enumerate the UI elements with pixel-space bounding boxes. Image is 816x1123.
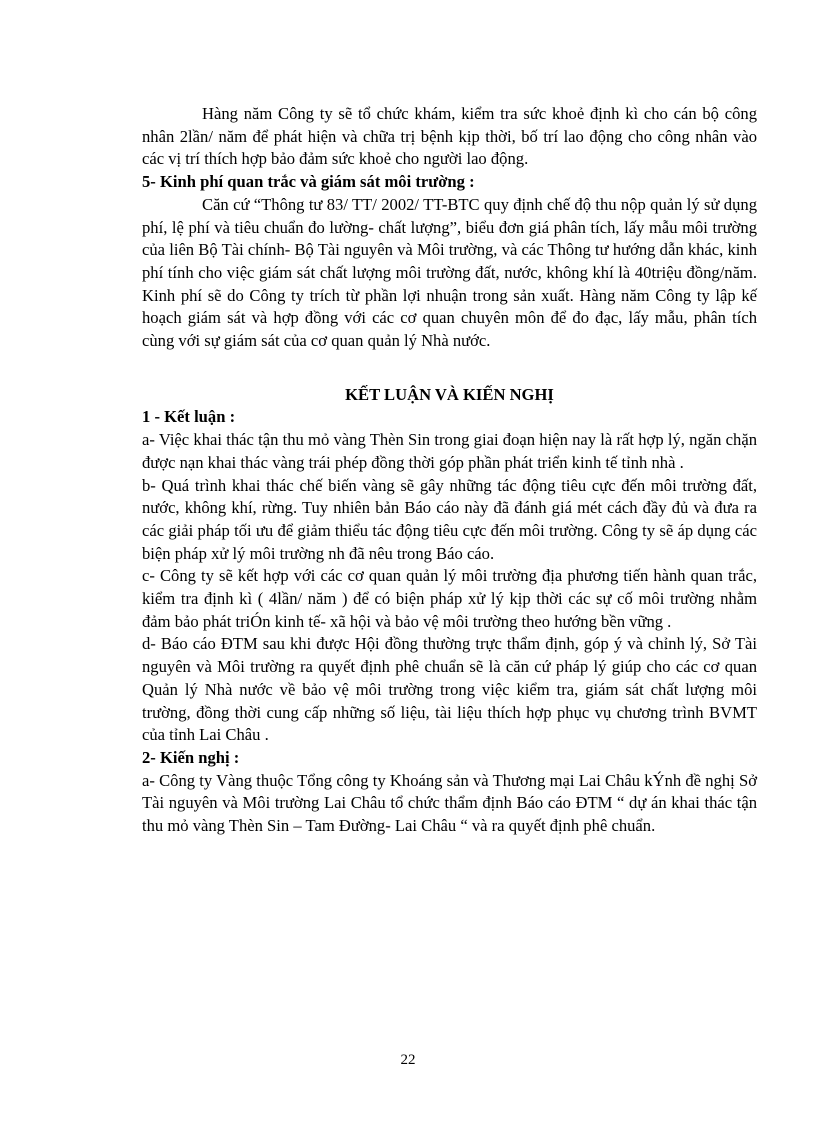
- section-5-heading: 5- Kinh phí quan trắc và giám sát môi trường :: [142, 172, 475, 192]
- page-number: 22: [400, 1052, 416, 1068]
- conclusion-item-b: b- Quá trình khai thác chế biến vàng sẽ gây những tác động tiêu cực đến môi trường đất, nước, không khí, rừng. Tuy nhiên bản Báo cáo này đã đánh giá mét cách đầy đủ và đưa ra các giải pháp tối ưu để giảm thiểu tác động tiêu cực đến môi trường. Công ty sẽ áp dụng các biện pháp xử lý môi trường nh đã nêu trong Báo cáo.: [142, 475, 757, 563]
- recommendation-heading: 2- Kiến nghị :: [142, 747, 240, 767]
- document-page: [142, 103, 757, 838]
- health-check-paragraph: Hàng năm Công ty sẽ tổ chức khám, kiểm tra sức khoẻ định kì cho cán bộ công nhân 2lần/ năm để phát hiện và chữa trị bệnh kịp thời, bố trí lao động cho công nhân vào các vị trí thích hợp bảo đảm sức khoẻ cho người lao động.: [142, 104, 757, 169]
- recommendation-item-a: a- Công ty Vàng thuộc Tổng công ty Khoáng sản và Thương mại Lai Châu kÝnh đề nghị Sở Tài nguyên và Môi trường Lai Châu tổ chức thẩm định Báo cáo ĐTM “ dự án khai thác tận thu mỏ vàng Thèn Sin – Tam Đường- Lai Châu “ và ra quyết định phê chuẩn.: [142, 770, 757, 836]
- conclusion-item-a: a- Việc khai thác tận thu mỏ vàng Thèn Sin trong giai đoạn hiện nay là rất hợp lý, ngăn chặn được nạn khai thác vàng trái phép đồng thời góp phần phát triển kinh tế tỉnh nhà .: [142, 430, 757, 472]
- conclusion-item-c: c- Công ty sẽ kết hợp với các cơ quan quản lý môi trường địa phương tiến hành quan trắc, kiểm tra định kì ( 4lần/ năm ) để có biện pháp xử lý kịp thời các sự cố môi trường nhằm đảm bảo phát triÓn kinh tế- xã hội và bảo vệ môi trường theo hướng bền vững .: [142, 566, 757, 631]
- conclusion-title: KẾT LUẬN VÀ KIẾN NGHỊ: [345, 384, 554, 404]
- section-5-body: Căn cứ “Thông tư 83/ TT/ 2002/ TT-BTC quy định chế độ thu nộp quản lý sử dụng phí, lệ phí và tiêu chuẩn đo lường- chất lượng”, biểu đơn giá phân tích, lấy mẫu môi trường của liên Bộ Tài chính- Bộ Tài nguyên và Môi trường, và các Thông tư hướng dẫn khác, kinh phí tính cho việc giám sát chất lượng môi trường đất, nước, không khí là 40triệu đồng/năm. Kinh phí sẽ do Công ty trích từ phần lợi nhuận trong sản xuất. Hàng năm Công ty lập kế hoạch giám sát và hợp đồng với các cơ quan chuyên môn để đo đạc, lấy mẫu, phân tích cùng với sự giám sát của cơ quan quản lý Nhà nước.: [142, 194, 757, 351]
- conclusion-heading: 1 - Kết luận :: [142, 407, 236, 427]
- conclusion-item-d: d- Báo cáo ĐTM sau khi được Hội đồng thường trực thẩm định, góp ý và chỉnh lý, Sở Tài nguyên và Môi trường ra quyết định phê chuẩn sẽ là căn cứ pháp lý giúp cho các cơ quan Quản lý Nhà nước về bảo vệ môi trường trong việc kiểm tra, giám sát chất lượng môi trường, đồng thời cung cấp những số liệu, tài liệu thích hợp phục vụ chương trình BVMT của tỉnh Lai Châu .: [142, 634, 757, 745]
